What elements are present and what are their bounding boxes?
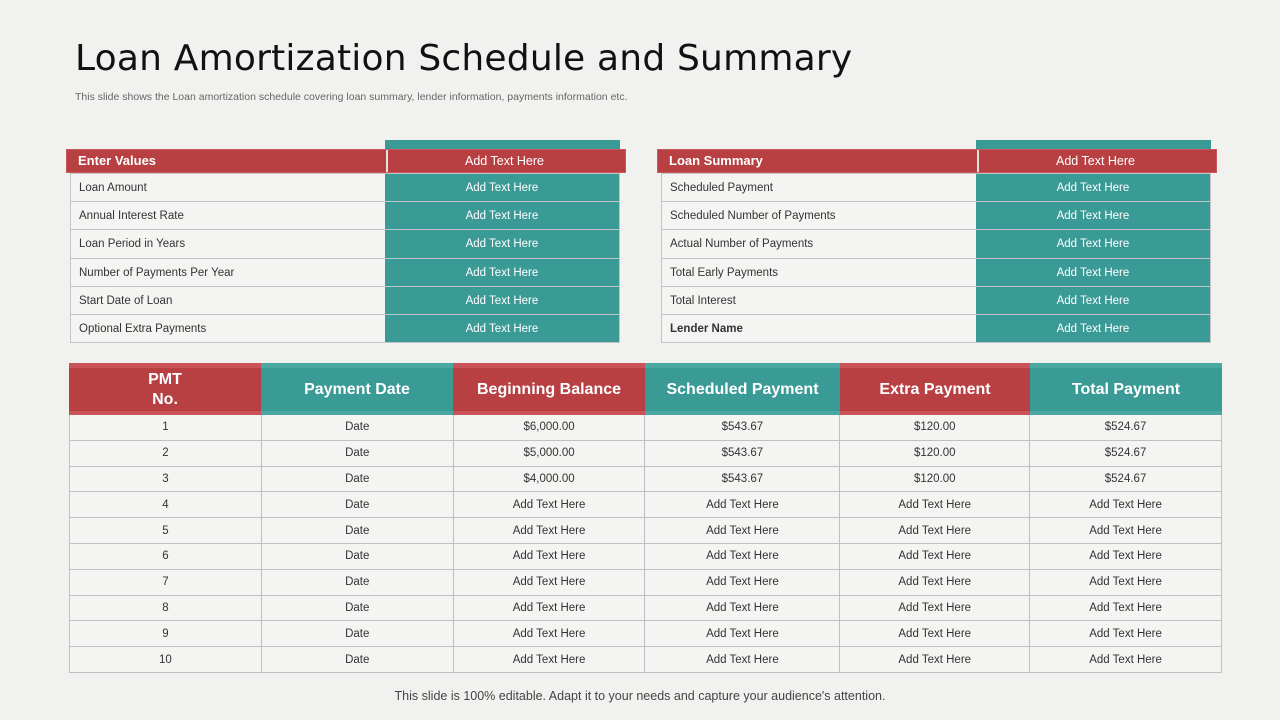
pmt-no-cell: 10 <box>70 647 262 672</box>
row-label: Actual Number of Payments <box>662 230 976 258</box>
enter-values-header-label: Enter Values <box>78 153 157 168</box>
total-payment-cell: Add Text Here <box>1030 596 1222 621</box>
row-label: Scheduled Number of Payments <box>662 202 976 229</box>
row-label: Loan Amount <box>71 174 385 201</box>
total-payment-cell: Add Text Here <box>1030 544 1222 569</box>
scheduled-payment-cell: $543.67 <box>645 415 840 440</box>
header-payment-date: Payment Date <box>261 363 453 415</box>
row-value[interactable]: Add Text Here <box>976 230 1210 258</box>
total-payment-cell: $524.67 <box>1030 441 1222 466</box>
total-payment-cell: Add Text Here <box>1030 647 1222 672</box>
table-row <box>70 647 1222 673</box>
pmt-no-cell: 8 <box>70 596 262 621</box>
beginning-balance-cell: Add Text Here <box>454 596 646 621</box>
row-value[interactable]: Add Text Here <box>976 315 1210 342</box>
table-row <box>70 441 1222 467</box>
pmt-no-cell: 2 <box>70 441 262 466</box>
payment-date-cell: Date <box>262 596 454 621</box>
row-value[interactable]: Add Text Here <box>976 202 1210 229</box>
schedule-header-row <box>69 363 1222 415</box>
total-payment-cell: Add Text Here <box>1030 570 1222 595</box>
row-label: Loan Period in Years <box>71 230 385 258</box>
table-row <box>71 314 619 342</box>
extra-payment-cell: $120.00 <box>840 441 1030 466</box>
row-value[interactable]: Add Text Here <box>385 174 619 201</box>
extra-payment-cell: Add Text Here <box>840 544 1030 569</box>
header-beginning-balance: Beginning Balance <box>453 363 645 415</box>
enter-values-rows <box>70 173 620 343</box>
scheduled-payment-cell: Add Text Here <box>645 621 840 646</box>
payment-date-cell: Date <box>262 518 454 543</box>
beginning-balance-cell: Add Text Here <box>454 621 646 646</box>
pmt-no-cell: 5 <box>70 518 262 543</box>
enter-values-header-value[interactable]: Add Text Here <box>386 150 621 172</box>
beginning-balance-cell: Add Text Here <box>454 518 646 543</box>
payment-date-cell: Date <box>262 570 454 595</box>
total-payment-cell: $524.67 <box>1030 467 1222 492</box>
row-value[interactable]: Add Text Here <box>385 287 619 314</box>
pmt-no-cell: 6 <box>70 544 262 569</box>
table-row <box>70 518 1222 544</box>
table-row <box>71 229 619 258</box>
total-payment-cell: Add Text Here <box>1030 518 1222 543</box>
table-row <box>70 544 1222 570</box>
row-label: Lender Name <box>662 315 976 342</box>
extra-payment-cell: Add Text Here <box>840 647 1030 672</box>
pmt-no-cell: 7 <box>70 570 262 595</box>
row-label: Start Date of Loan <box>71 287 385 314</box>
row-value[interactable]: Add Text Here <box>976 259 1210 286</box>
enter-values-table <box>70 140 620 342</box>
table-row <box>662 229 1210 258</box>
loan-summary-header-value[interactable]: Add Text Here <box>977 150 1212 172</box>
payment-date-cell: Date <box>262 467 454 492</box>
loan-summary-header <box>657 149 1217 173</box>
table-row <box>70 570 1222 596</box>
table-row <box>662 201 1210 229</box>
table-row <box>71 201 619 229</box>
beginning-balance-cell: Add Text Here <box>454 570 646 595</box>
total-payment-cell: Add Text Here <box>1030 492 1222 517</box>
row-value[interactable]: Add Text Here <box>385 230 619 258</box>
table-row <box>71 286 619 314</box>
header-extra-payment: Extra Payment <box>840 363 1030 415</box>
extra-payment-cell: Add Text Here <box>840 570 1030 595</box>
table-row <box>70 596 1222 622</box>
extra-payment-cell: $120.00 <box>840 467 1030 492</box>
slide-subtitle: This slide shows the Loan amortization schedule covering loan summary, lender information, payments information etc. <box>75 91 628 103</box>
beginning-balance-cell: Add Text Here <box>454 544 646 569</box>
extra-payment-cell: Add Text Here <box>840 596 1030 621</box>
row-value[interactable]: Add Text Here <box>976 174 1210 201</box>
loan-summary-cap <box>976 140 1211 149</box>
schedule-body <box>69 415 1222 673</box>
loan-summary-table <box>661 140 1211 342</box>
table-row <box>662 314 1210 342</box>
payment-date-cell: Date <box>262 621 454 646</box>
beginning-balance-cell: $5,000.00 <box>454 441 646 466</box>
loan-summary-rows <box>661 173 1211 343</box>
pmt-no-cell: 9 <box>70 621 262 646</box>
extra-payment-cell: Add Text Here <box>840 492 1030 517</box>
table-row <box>70 621 1222 647</box>
beginning-balance-cell: Add Text Here <box>454 492 646 517</box>
row-label: Total Early Payments <box>662 259 976 286</box>
payment-date-cell: Date <box>262 415 454 440</box>
scheduled-payment-cell: Add Text Here <box>645 492 840 517</box>
enter-values-cap <box>385 140 620 149</box>
extra-payment-cell: Add Text Here <box>840 518 1030 543</box>
scheduled-payment-cell: Add Text Here <box>645 596 840 621</box>
header-total-payment: Total Payment <box>1030 363 1222 415</box>
total-payment-cell: $524.67 <box>1030 415 1222 440</box>
row-value[interactable]: Add Text Here <box>385 202 619 229</box>
payment-date-cell: Date <box>262 441 454 466</box>
scheduled-payment-cell: Add Text Here <box>645 544 840 569</box>
header-scheduled-payment: Scheduled Payment <box>645 363 840 415</box>
scheduled-payment-cell: Add Text Here <box>645 647 840 672</box>
row-value[interactable]: Add Text Here <box>385 315 619 342</box>
beginning-balance-cell: Add Text Here <box>454 647 646 672</box>
payment-date-cell: Date <box>262 647 454 672</box>
loan-summary-header-label: Loan Summary <box>669 153 763 168</box>
table-row <box>70 467 1222 493</box>
extra-payment-cell: $120.00 <box>840 415 1030 440</box>
row-label: Optional Extra Payments <box>71 315 385 342</box>
slide-footer: This slide is 100% editable. Adapt it to your needs and capture your audience's attention. <box>394 689 886 703</box>
table-row <box>662 286 1210 314</box>
payment-date-cell: Date <box>262 492 454 517</box>
pmt-no-cell: 1 <box>70 415 262 440</box>
beginning-balance-cell: $4,000.00 <box>454 467 646 492</box>
table-row <box>70 492 1222 518</box>
row-label: Number of Payments Per Year <box>71 259 385 286</box>
payment-date-cell: Date <box>262 544 454 569</box>
pmt-no-cell: 3 <box>70 467 262 492</box>
table-row <box>71 258 619 286</box>
scheduled-payment-cell: Add Text Here <box>645 518 840 543</box>
total-payment-cell: Add Text Here <box>1030 621 1222 646</box>
row-value[interactable]: Add Text Here <box>976 287 1210 314</box>
table-row <box>662 258 1210 286</box>
row-label: Scheduled Payment <box>662 174 976 201</box>
pmt-no-cell: 4 <box>70 492 262 517</box>
row-label: Annual Interest Rate <box>71 202 385 229</box>
slide-title: Loan Amortization Schedule and Summary <box>75 38 853 79</box>
row-value[interactable]: Add Text Here <box>385 259 619 286</box>
scheduled-payment-cell: $543.67 <box>645 467 840 492</box>
enter-values-header <box>66 149 626 173</box>
header-pmt-no: PMT No. <box>69 363 261 415</box>
amortization-schedule-table <box>69 363 1222 673</box>
table-row <box>70 415 1222 441</box>
table-row <box>662 173 1210 201</box>
extra-payment-cell: Add Text Here <box>840 621 1030 646</box>
beginning-balance-cell: $6,000.00 <box>454 415 646 440</box>
table-row <box>71 173 619 201</box>
scheduled-payment-cell: $543.67 <box>645 441 840 466</box>
scheduled-payment-cell: Add Text Here <box>645 570 840 595</box>
row-label: Total Interest <box>662 287 976 314</box>
